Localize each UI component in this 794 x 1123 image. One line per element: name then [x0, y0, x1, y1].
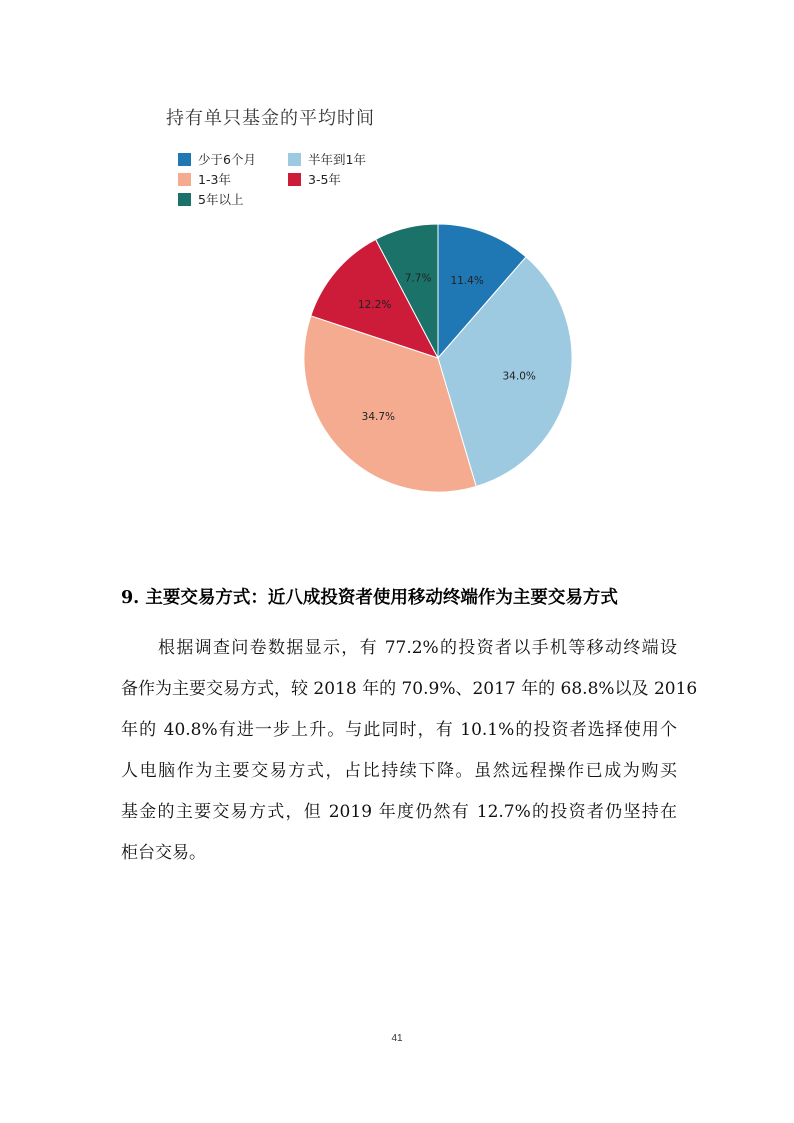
- chart-title: 持有单只基金的平均时间: [166, 108, 375, 129]
- pie-chart: [0, 0, 794, 560]
- legend-label: 3-5年: [308, 172, 341, 187]
- body-line: 根据调查问卷数据显示，有 77.2%的投资者以手机等移动终端设: [158, 638, 677, 658]
- body-line: 基金的主要交易方式，但 2019 年度仍然有 12.7%的投资者仍坚持在: [121, 802, 677, 822]
- pie-slice-label: 34.0%: [502, 370, 536, 383]
- body-line: 备作为主要交易方式，较 2018 年的 70.9%、2017 年的 68.8%以及 2016: [121, 679, 698, 699]
- pie-slice-label: 34.7%: [361, 410, 396, 423]
- body-paragraph: [121, 628, 698, 874]
- body-line: 柜台交易。: [121, 843, 206, 863]
- pie-slice-label: 12.2%: [357, 299, 392, 312]
- legend-label: 1-3年: [198, 172, 231, 187]
- body-line: 人电脑作为主要交易方式，占比持续下降。虽然远程操作已成为购买: [121, 761, 677, 781]
- section-heading: 9. 主要交易方式：近八成投资者使用移动终端作为主要交易方式: [121, 588, 618, 608]
- pie-slice-label: 11.4%: [450, 275, 484, 288]
- pie-slice-label: 7.7%: [404, 272, 432, 285]
- body-line: 年的 40.8%有进一步上升。与此同时，有 10.1%的投资者选择使用个: [121, 720, 677, 740]
- legend-label: 半年到1年: [308, 152, 366, 167]
- page-number: 41: [391, 1033, 403, 1044]
- legend-label: 5年以上: [198, 192, 244, 207]
- legend-label: 少于6个月: [198, 152, 256, 167]
